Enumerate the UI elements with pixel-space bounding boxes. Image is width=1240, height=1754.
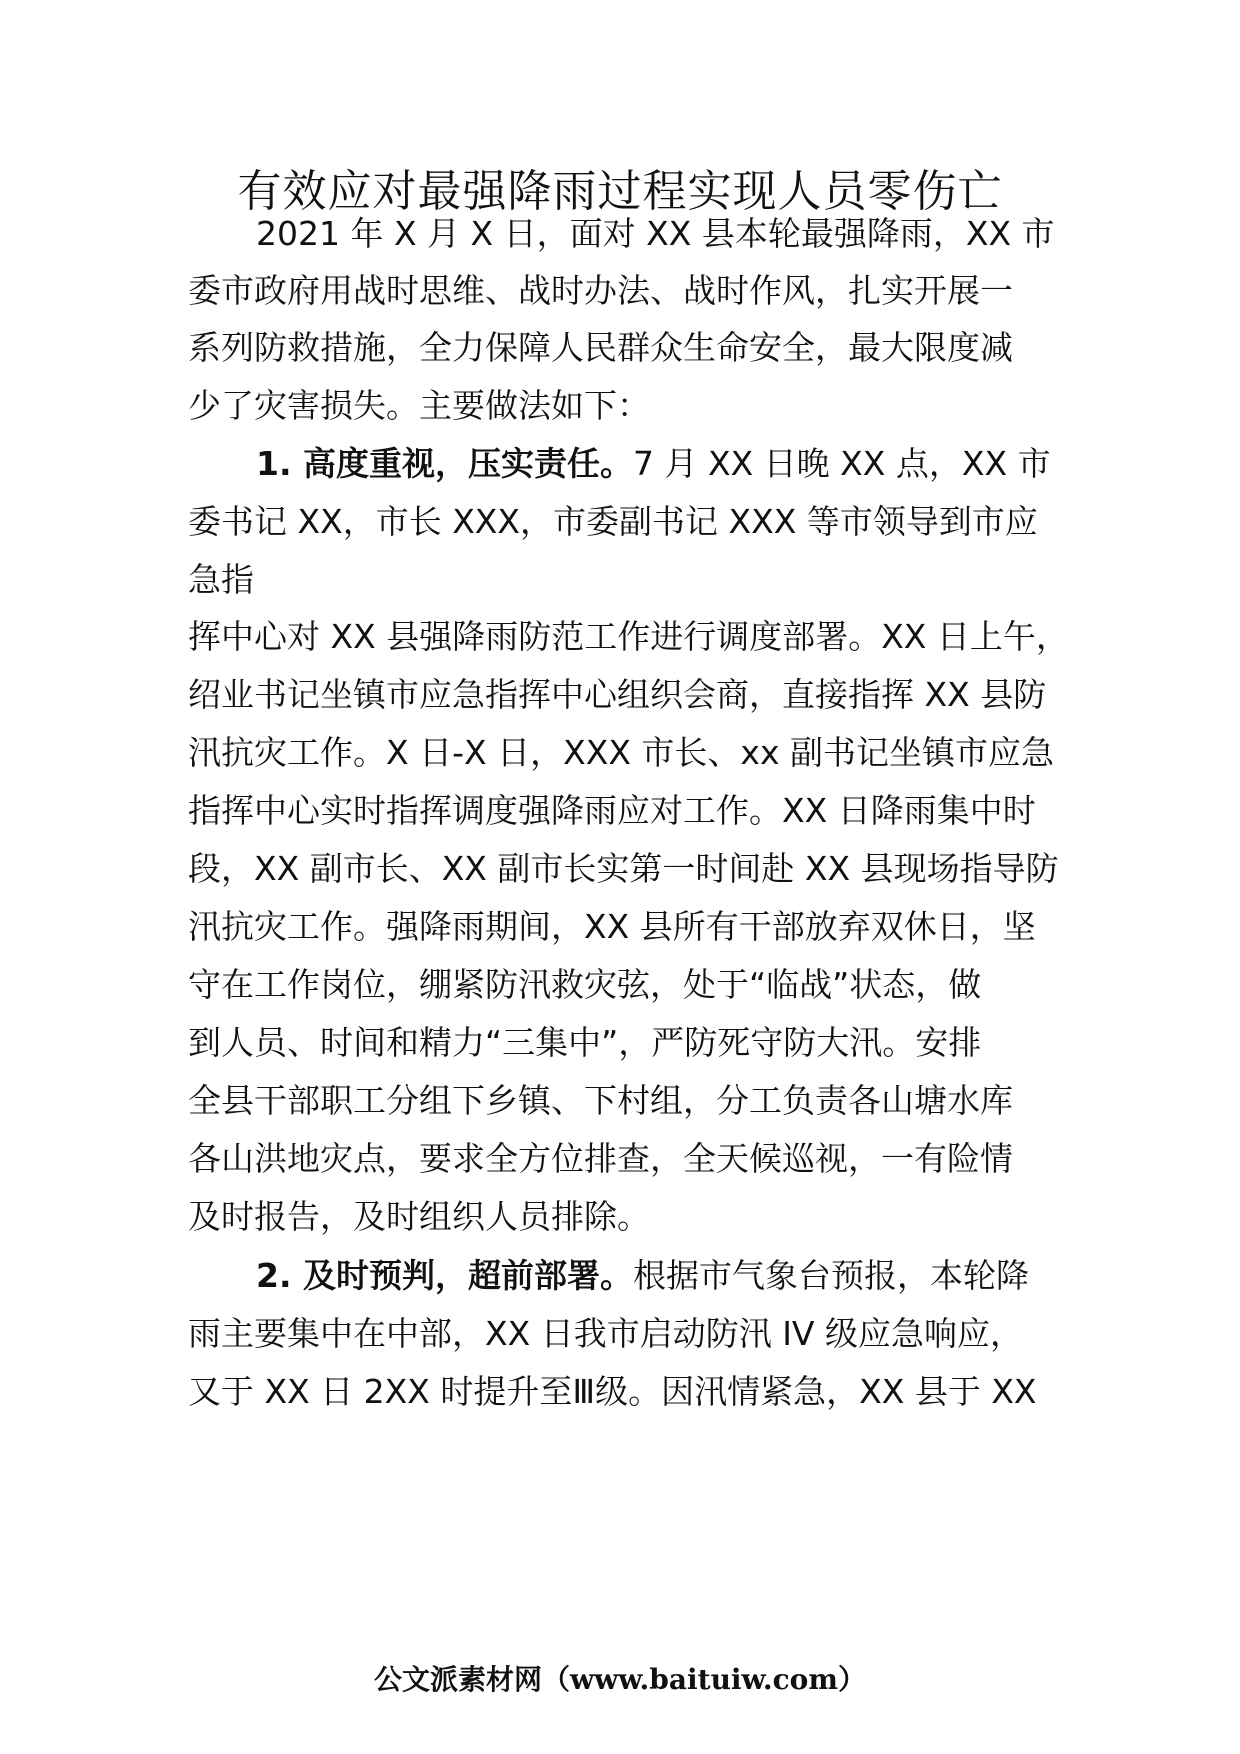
intro-line-1: 2021 年 X 月 X 日，面对 XX 县本轮最强降雨，XX 市 [256,214,1055,253]
section2-line-1: 雨主要集中在中部，XX 日我市启动防汛 IV 级应急响应， [188,1314,1023,1353]
section1-first-line [256,444,1051,484]
section1-line-9: 守在工作岗位，绷紧防汛救灾弦，处于“临战”状态，做 [188,965,982,1004]
page-title: 有效应对最强降雨过程实现人员零伤亡 [237,166,1003,217]
section2-line-2: 又于 XX 日 2XX 时提升至Ⅲ级。因汛情紧急，XX 县于 XX [188,1372,1037,1411]
section1-line-7: 段，XX 副市长、XX 副市长实第一时间赴 XX 县现场指导防 [188,849,1059,888]
footer-source: 公文派素材网（www.baituiw.com） [374,1663,866,1696]
intro-line-3: 系列防救措施，全力保障人民群众生命安全，最大限度减 [188,328,1013,367]
section1-line-11: 全县干部职工分组下乡镇、下村组，分工负责各山塘水库 [188,1081,1013,1120]
section2-first-line [256,1256,1029,1296]
section1-first-line-rest: 7 月 XX 日晚 XX 点，XX 市 [633,444,1051,483]
section1-line-13: 及时报告，及时组织人员排除。 [188,1197,650,1236]
section1-line-10: 到人员、时间和精力“三集中”，严防死守防大汛。安排 [188,1023,982,1062]
section1-line-2: 急指 [188,560,254,599]
section1-line-6: 指挥中心实时指挥调度强降雨应对工作。XX 日降雨集中时 [188,791,1036,830]
section1-line-12: 各山洪地灾点，要求全方位排查，全天候巡视，一有险情 [188,1139,1013,1178]
section1-line-3: 挥中心对 XX 县强降雨防范工作进行调度部署。XX 日上午， [188,617,1069,656]
section1-line-5: 汛抗灾工作。X 日-X 日，XXX 市长、xx 副书记坐镇市应急 [188,733,1054,772]
section1-line-8: 汛抗灾工作。强降雨期间，XX 县所有干部放弃双休日，坚 [188,907,1036,946]
intro-line-2: 委市政府用战时思维、战时办法、战时作风，扎实开展一 [188,271,1013,310]
section1-heading: 1. 高度重视，压实责任。 [256,444,633,483]
section1-line-4: 绍业书记坐镇市应急指挥中心组织会商，直接指挥 XX 县防 [188,675,1047,714]
intro-line-4: 少了灾害损失。主要做法如下： [188,386,650,425]
section2-heading: 2. 及时预判，超前部署。 [256,1256,633,1295]
section1-line-1: 委书记 XX，市长 XXX，市委副书记 XXX 等市领导到市应 [188,502,1038,541]
section2-first-line-rest: 根据市气象台预报，本轮降 [633,1256,1029,1295]
